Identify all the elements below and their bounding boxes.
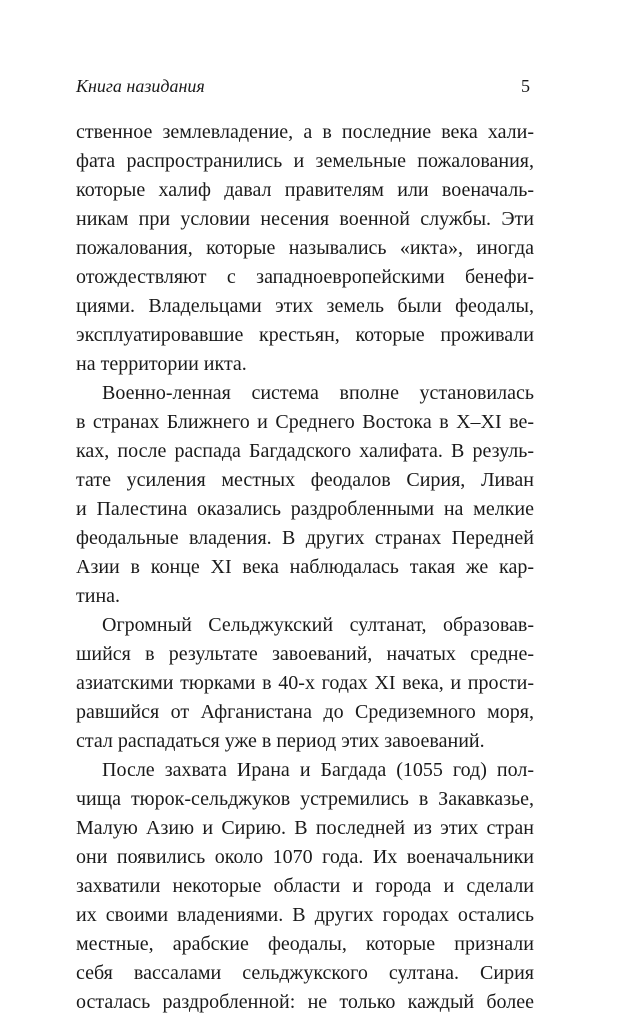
text-line: чища тюрок-сельджуков устремились в Закавказье, bbox=[76, 788, 534, 810]
page-header bbox=[76, 74, 530, 98]
text-line: которые халиф давал правителям или военачаль- bbox=[76, 179, 534, 201]
text-line: никам при условии несения военной службы. Эти bbox=[76, 208, 534, 230]
text-line: равшийся от Афганистана до Средиземного моря, bbox=[76, 701, 534, 723]
text-line: эксплуатировавшие крестьян, которые проживали bbox=[76, 324, 534, 346]
text-line: местные, арабские феодалы, которые признали bbox=[76, 933, 534, 955]
running-title: Книга назидания bbox=[76, 76, 205, 96]
text-line: они появились около 1070 года. Их военачальники bbox=[76, 846, 534, 868]
text-line: шийся в результате завоеваний, начатых средне- bbox=[76, 643, 534, 665]
text-line: тина. bbox=[76, 585, 121, 607]
text-line: Огромный Сельджукский султанат, образовав- bbox=[102, 614, 534, 636]
text-line: фата распространились и земельные пожалования, bbox=[76, 150, 534, 172]
text-line: себя вассалами сельджукского султана. Сирия bbox=[76, 962, 534, 984]
text-line: их своими владениями. В других городах остались bbox=[76, 904, 534, 926]
body-text bbox=[76, 118, 534, 1017]
page-number: 5 bbox=[521, 76, 530, 96]
text-line: После захвата Ирана и Багдада (1055 год) пол- bbox=[102, 759, 534, 781]
text-line: и Палестина оказались раздробленными на мелкие bbox=[76, 498, 534, 520]
text-line: Военно-ленная система вполне установилась bbox=[102, 382, 534, 404]
text-line: ках, после распада Багдадского халифата. В резуль- bbox=[76, 440, 534, 462]
text-line: азиатскими тюрками в 40-х годах XI века, и прости- bbox=[76, 672, 534, 694]
text-line: циями. Владельцами этих земель были феодалы, bbox=[76, 295, 534, 317]
text-line: тате усиления местных феодалов Сирия, Ливан bbox=[76, 469, 534, 491]
text-line: стал распадаться уже в период этих завоеваний. bbox=[76, 730, 485, 752]
text-line: феодальные владения. В других странах Передней bbox=[76, 527, 534, 549]
text-line: осталась раздробленной: не только каждый более bbox=[76, 991, 534, 1013]
text-line: ственное землевладение, а в последние века хали- bbox=[76, 121, 534, 143]
text-line: в странах Ближнего и Среднего Востока в X–XI ве- bbox=[76, 411, 534, 433]
text-line: на территории икта. bbox=[76, 353, 247, 375]
text-line: Азии в конце XI века наблюдалась такая же кар- bbox=[76, 556, 534, 578]
text-line: пожалования, которые назывались «икта», иногда bbox=[76, 237, 534, 259]
text-line: захватили некоторые области и города и сделали bbox=[76, 875, 534, 897]
text-line: Малую Азию и Сирию. В последней из этих стран bbox=[76, 817, 534, 839]
text-line: отождествляют с западноевропейскими бенефи- bbox=[76, 266, 534, 288]
